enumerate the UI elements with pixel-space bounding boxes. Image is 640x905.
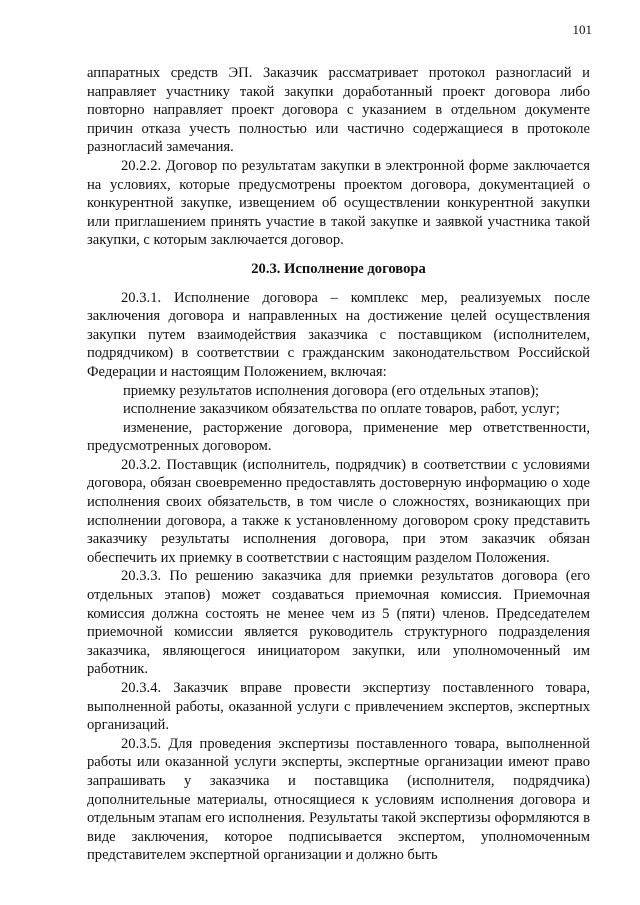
paragraph-20-2-2: 20.2.2. Договор по результатам закупки в электронной форме заключается на условиях, которые предусмотрены проектом договора, документацией о конкурентной закупке, извещением об осуществлении конкурентной закупки или приглашением принять участие в такой закупке и заявкой участника такой закупки, с которым заключается договор. <box>87 157 590 249</box>
paragraph-20-3-3: 20.3.3. По решению заказчика для приемки результатов договора (его отдельных этапов) может создаваться приемочная комиссия. Приемочная комиссия должна состоять не менее чем из 5 (пяти) членов. Председателем приемочной комиссии является руководитель структурного подразделения заказчика, являющегося инициатором закупки, или уполномоченный им работник. <box>87 568 590 678</box>
paragraph-20-3-2: 20.3.2. Поставщик (исполнитель, подрядчик) в соответствии с условиями договора, обязан своевременно предоставлять достоверную информацию о ходе исполнения своих обязательств, в том числе о сложностях, возникающих при исполнении договора, а также к установленному договором сроку представить заказчику результаты исполнения договора, при этом заказчик обязан обеспечить их приемку в соответствии с настоящим разделом Положения. <box>87 456 590 566</box>
paragraph-continuation: аппаратных средств ЭП. Заказчик рассматривает протокол разногласий и направляет участнику такой закупки доработанный проект договора либо повторно направляет проект договора с указанием в отдельном документе причин отказа учесть полностью или частично содержащиеся в протоколе разногласий замечания. <box>87 65 590 156</box>
list-item-payment: исполнение заказчиком обязательства по оплате товаров, работ, услуг; <box>123 401 560 418</box>
paragraph-20-3-1: 20.3.1. Исполнение договора – комплекс мер, реализуемых после заключения договора и направленных на достижение целей осуществления закупки путем взаимодействия заказчика с поставщиком (исполнителем, подрядчиком) в соответствии с гражданским законодательством Российской Федерации и настоящим Положением, включая: <box>87 289 590 380</box>
page-number: 101 <box>572 22 592 37</box>
paragraph-20-3-5: 20.3.5. Для проведения экспертизы поставленного товара, выполненной работы или оказанной услуги эксперты, экспертные организации имеют право запрашивать у заказчика и поставщика (исполнителя, подрядчика) дополнительные материалы, относящиеся к условиям исполнения договора и отдельным этапам его исполнения. Результаты такой экспертизы оформляются в виде заключения, которое подписывается экспертом, уполномоченным представителем экспертной организации и должно быть <box>87 735 590 864</box>
document-body <box>87 64 590 865</box>
section-heading: 20.3. Исполнение договора <box>251 260 426 277</box>
paragraph-20-3-4: 20.3.4. Заказчик вправе провести экспертизу поставленного товара, выполненной работы, оказанной услуги с привлечением экспертов, экспертных организаций. <box>87 680 590 734</box>
list-item-acceptance: приемку результатов исполнения договора (его отдельных этапов); <box>123 382 540 399</box>
list-item-change: изменение, расторжение договора, применение мер ответственности, предусмотренных договором. <box>87 419 590 455</box>
